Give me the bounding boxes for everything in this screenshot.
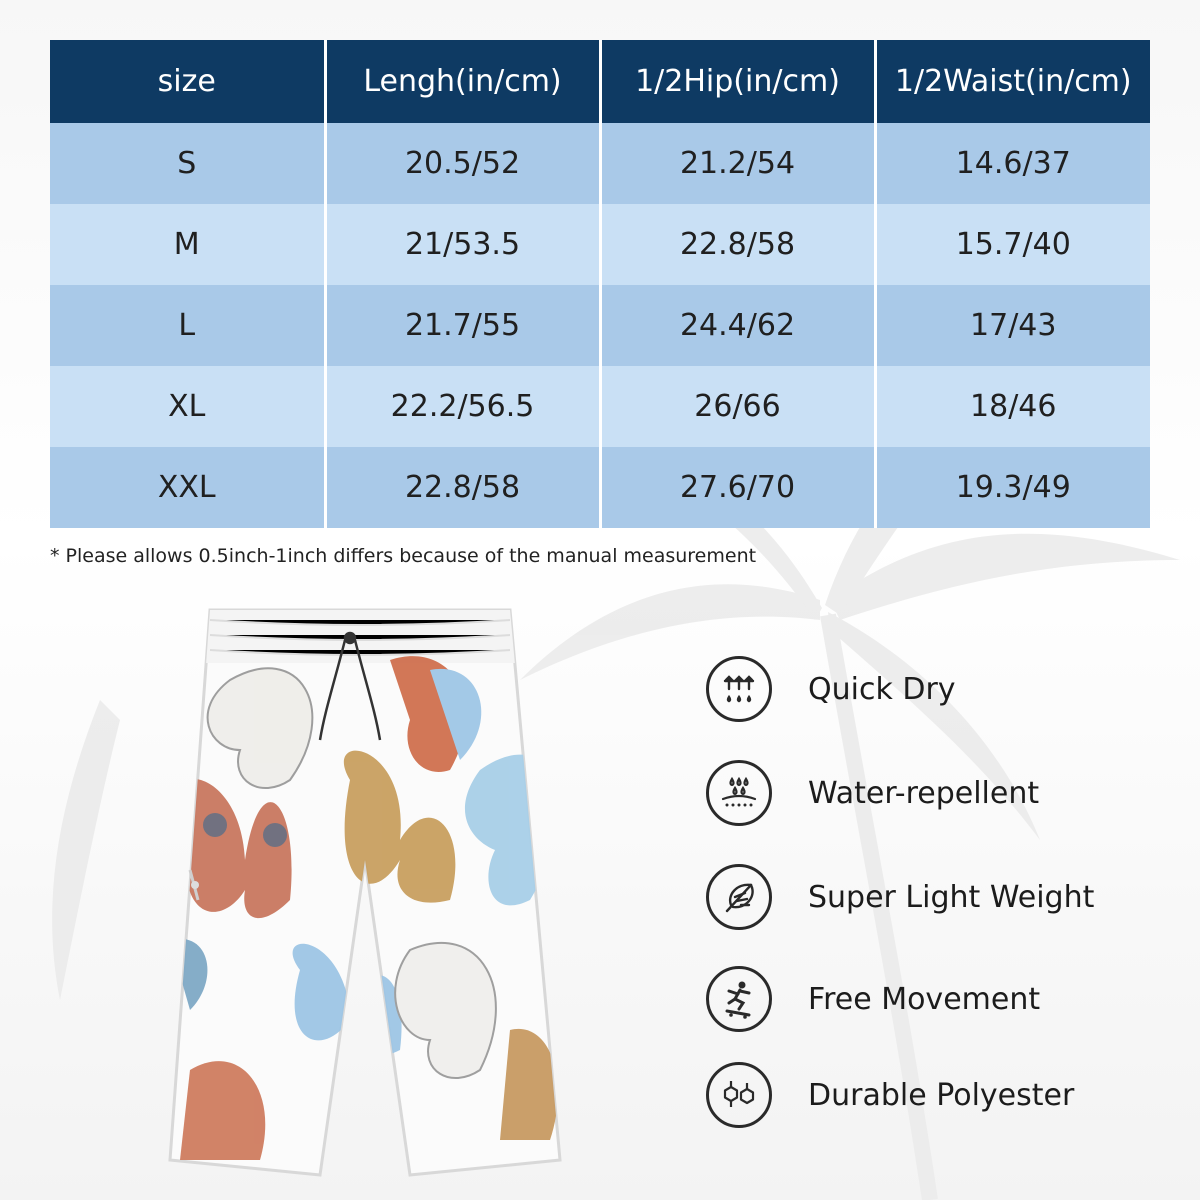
feature-water-repellent xyxy=(706,756,1039,830)
table-row xyxy=(50,123,1150,204)
waist-cell: 14.6/37 xyxy=(875,123,1150,204)
waist-cell: 18/46 xyxy=(875,366,1150,447)
size-cell: L xyxy=(50,285,325,366)
molecule-icon xyxy=(706,1062,772,1128)
length-cell: 21/53.5 xyxy=(325,204,600,285)
size-cell: XXL xyxy=(50,447,325,528)
feature-durable-polyester xyxy=(706,1058,1074,1132)
water-drops-icon xyxy=(706,760,772,826)
length-cell: 22.2/56.5 xyxy=(325,366,600,447)
feather-icon xyxy=(706,864,772,930)
hip-cell: 26/66 xyxy=(600,366,875,447)
feature-free-movement xyxy=(706,962,1040,1036)
feature-label: Durable Polyester xyxy=(808,1077,1075,1113)
size-cell: XL xyxy=(50,366,325,447)
header-length: Lengh(in/cm) xyxy=(325,40,600,123)
measurement-note: * Please allows 0.5inch-1inch differs because of the manual measurement xyxy=(50,545,757,567)
hip-cell: 21.2/54 xyxy=(600,123,875,204)
feature-label: Super Light Weight xyxy=(808,879,1095,915)
table-row xyxy=(50,366,1150,447)
header-half-waist: 1/2Waist(in/cm) xyxy=(875,40,1150,123)
size-table xyxy=(50,40,1150,528)
feature-quick-dry xyxy=(706,652,956,726)
size-cell: S xyxy=(50,123,325,204)
hip-cell: 22.8/58 xyxy=(600,204,875,285)
size-cell: M xyxy=(50,204,325,285)
feature-label: Water-repellent xyxy=(808,775,1040,811)
feature-label: Free Movement xyxy=(808,981,1041,1017)
length-cell: 20.5/52 xyxy=(325,123,600,204)
product-shorts-image xyxy=(150,600,580,1190)
size-table-header-row xyxy=(50,40,1150,123)
header-half-hip: 1/2Hip(in/cm) xyxy=(600,40,875,123)
length-cell: 21.7/55 xyxy=(325,285,600,366)
feature-super-light-weight xyxy=(706,860,1094,934)
waist-cell: 19.3/49 xyxy=(875,447,1150,528)
skateboarder-icon xyxy=(706,966,772,1032)
waist-cell: 15.7/40 xyxy=(875,204,1150,285)
table-row xyxy=(50,285,1150,366)
table-row xyxy=(50,204,1150,285)
header-size: size xyxy=(50,40,325,123)
hip-cell: 24.4/62 xyxy=(600,285,875,366)
length-cell: 22.8/58 xyxy=(325,447,600,528)
waist-cell: 17/43 xyxy=(875,285,1150,366)
table-row xyxy=(50,447,1150,528)
quick-dry-icon xyxy=(706,656,772,722)
feature-label: Quick Dry xyxy=(808,671,956,707)
hip-cell: 27.6/70 xyxy=(600,447,875,528)
